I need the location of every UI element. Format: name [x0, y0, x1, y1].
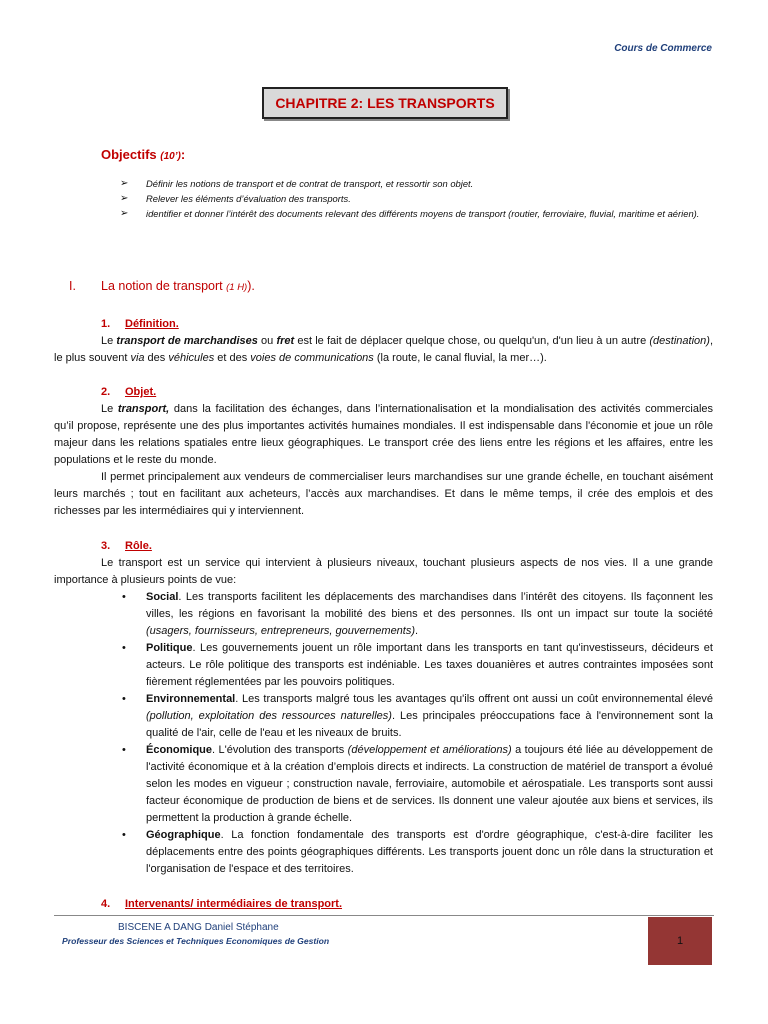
list-item: • Géographique. La fonction fondamentale des transports est d'ordre géographique, c'est-à-dire faciliter les déplacements entre des points géographiques différents. Les transports jouent donc un rôle dans la structuration et l'organisation de l'espace et des territoires.: [122, 827, 713, 878]
list-item: • Environnemental. Les transports malgré tous les avantages qu'ils offrent ont aussi un coût environnemental élevé (pollution, exploitation des ressources naturelles). Les principales préoccupations face à l'environnement sont la qualité de l'air, celle de l'eau et les niveaux de bruits.: [122, 691, 713, 742]
list-item: ➢ Définir les notions de transport et de contrat de transport, et ressortir son objet.: [120, 178, 474, 189]
objectives-heading: [101, 147, 185, 162]
arrow-bullet-icon: ➢: [120, 178, 129, 189]
objectives-duration: (10’): [160, 151, 181, 162]
role-intro: Le transport est un service qui intervient à plusieurs niveaux, touchant plusieurs aspects de nos vies. Il a une grande importance à plusieurs points de vue:: [54, 557, 713, 586]
bullet-icon: •: [122, 642, 126, 654]
footer-divider: [54, 915, 714, 916]
objectives-list: [120, 176, 716, 221]
list-item: • Politique. Les gouvernements jouent un rôle important dans les transports en tant qu'investisseurs, décideurs et acteurs. Le rôle politique des transports est indéniable. Les taxes douanières et autres contraintes imposées sont fièrement réglementées par les pouvoirs politiques.: [122, 640, 713, 691]
bullet-icon: •: [122, 744, 126, 756]
bullet-icon: •: [122, 591, 126, 603]
objet-paragraph-1: Le transport, dans la facilitation des échanges, dans l’internationalisation et la mondialisation des activités commerciales qu’il propose, représente une des plus importantes activités humaines mondiales. Il est indispensable dans l'économie et joue un rôle majeur dans les relations spatiales entre lieux géographiques. Le transport crée des liens entre les régions et les affaires, entre les populations et le reste du monde.: [54, 403, 714, 466]
list-item: • Social. Les transports facilitent les déplacements des marchandises dans l’intérêt des citoyens. Ils façonnent les villes, les régions en favorisant la mobilité des biens et des personnes. Ils ont un impact sur toute la société (usagers, fournisseurs, entrepreneurs, gouvernements).: [122, 589, 713, 640]
objet-paragraph-2: Il permet principalement aux vendeurs de commercialiser leurs marchandises sur une grande échelle, en touchant aisément leurs marchés ; tout en facilitant aux acheteurs, l’accès aux marchandises. Et dans le même temps, il crée des emplois et des richesses par les intermédiaires qui y interviennent.: [54, 471, 713, 517]
arrow-bullet-icon: ➢: [120, 208, 129, 219]
course-header: Cours de Commerce: [614, 43, 712, 54]
objectives-label: Objectifs: [101, 147, 157, 162]
bullet-icon: •: [122, 693, 126, 705]
subsection-heading-intervenants: 4. Intervenants/ intermédiaires de transport.: [101, 898, 343, 910]
bullet-icon: •: [122, 829, 126, 841]
list-item: ➢ Relever les éléments d’évaluation des transports.: [120, 193, 351, 204]
section-heading: I. La notion de transport (1 H)).: [69, 279, 255, 293]
subsection-heading-definition: 1. Définition.: [101, 318, 179, 330]
footer-role: Professeur des Sciences et Techniques Economiques de Gestion: [62, 936, 330, 946]
definition-paragraph: Le transport de marchandises ou fret est le fait de déplacer quelque chose, ou quelqu'un, d'un lieu à un autre (destination), le plus souvent via des véhicules et des voies de communications (la route, le canal fluvial, la mer…).: [54, 335, 713, 364]
arrow-bullet-icon: ➢: [120, 193, 129, 204]
chapter-title: CHAPITRE 2: LES TRANSPORTS: [262, 87, 508, 119]
list-item: • Économique. L'évolution des transports (développement et améliorations) a toujours été liée au développement de l'activité économique et à la création d’emplois directs et indirects. La construction de matériel de transport a évolué selon les modes en vigueur ; construction navale, ferroviaire, automobile et aérospatiale. Les transports sont aussi facteur économique de production de biens et de services. Ils donnent une valeur ajoutée aux biens et services, ils permettent la production à grande échelle.: [122, 742, 713, 827]
footer-author: BISCENE A DANG Daniel Stéphane: [118, 922, 279, 933]
objectives-colon: :: [180, 147, 186, 162]
list-item: ➢ identifier et donner l’intérêt des documents relevant des différents moyens de transport (routier, ferroviaire, fluvial, maritime et aérien).: [120, 208, 700, 219]
role-list: [122, 589, 713, 878]
page-number: 1: [648, 917, 712, 965]
subsection-heading-role: 3. Rôle.: [101, 540, 152, 552]
subsection-heading-objet: 2. Objet.: [101, 386, 157, 398]
